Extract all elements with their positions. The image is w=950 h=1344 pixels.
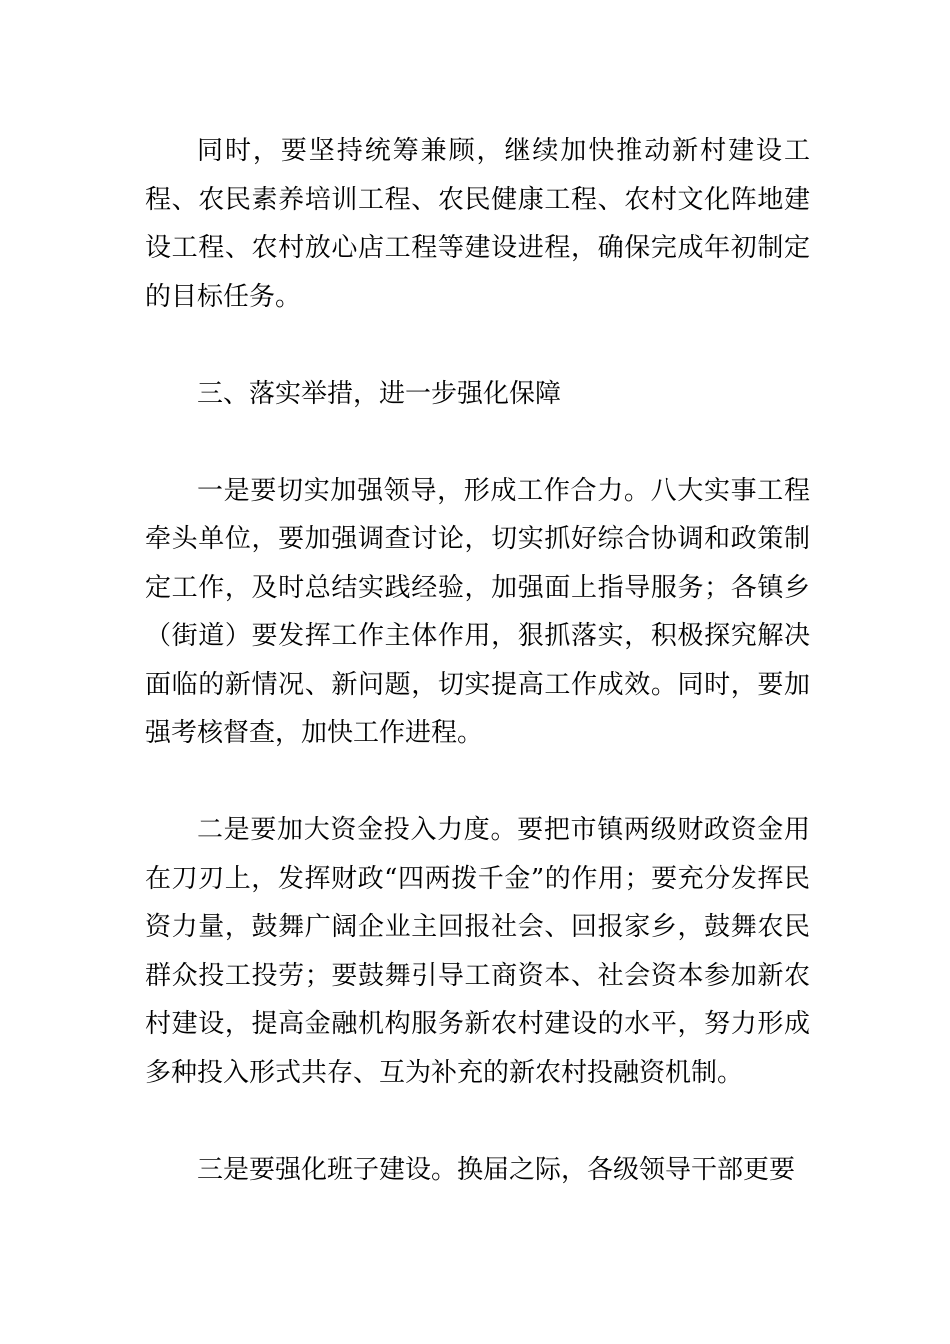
section-heading-three: 三、落实举措，进一步强化保障: [197, 378, 562, 409]
document-page: [145, 127, 810, 1194]
paragraph-gap: [145, 1097, 810, 1146]
paragraph-gap: [145, 321, 810, 370]
paragraph-gap: [145, 418, 810, 467]
paragraph-leadership: 一是要切实加强领导，形成工作合力。八大实事工程牵头单位，要加强调查讨论，切实抓好综合协调和政策制定工作，及时总结实践经验，加强面上指导服务；各镇乡（街道）要发挥工作主体作用，狠抓落实，积极探究解决面临的新情况、新问题，切实提高工作成效。同时，要加强考核督查，加快工作进程。: [145, 475, 810, 748]
paragraph-team-building: 三是要强化班子建设。换届之际，各级领导干部更要: [197, 1154, 796, 1185]
paragraph-funding: 二是要加大资金投入力度。要把市镇两级财政资金用在刀刃上，发挥财政“四两拨千金”的作用；要充分发挥民资力量，鼓舞广阔企业主回报社会、回报家乡，鼓舞农民群众投工投劳；要鼓舞引导工商资本、社会资本参加新农村建设，提高金融机构服务新农村建设的水平，努力形成多种投入形式共存、互为补充的新农村投融资机制。: [145, 815, 810, 1088]
paragraph-coordination: 同时，要坚持统筹兼顾，继续加快推动新村建设工程、农民素养培训工程、农民健康工程、农村文化阵地建设工程、农村放心店工程等建设进程，确保完成年初制定的目标任务。: [145, 136, 810, 312]
paragraph-gap: [145, 758, 810, 807]
